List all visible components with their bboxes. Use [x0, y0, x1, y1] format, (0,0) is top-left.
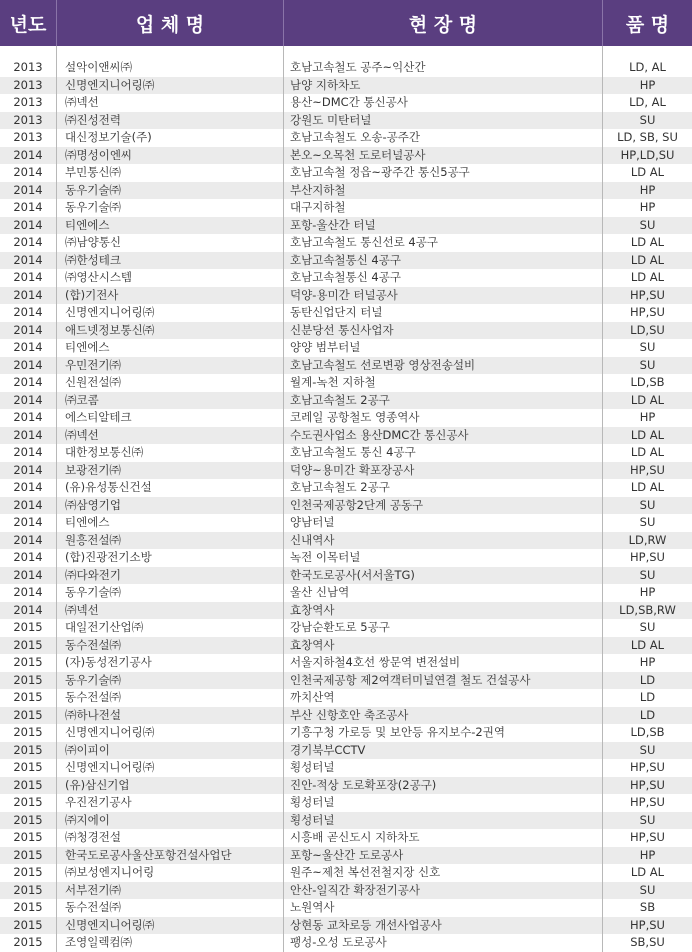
cell-site: 부산 신항호안 축조공사	[284, 707, 603, 725]
cell-product: LD,SB	[630, 725, 665, 739]
table-row	[0, 269, 692, 287]
cell-year: 2015	[0, 794, 57, 812]
cell-company: ㈜영산시스템	[57, 269, 284, 287]
cell-product: LD AL	[630, 235, 665, 249]
cell-year: 2015	[0, 847, 57, 865]
cell-company: 동수전설㈜	[57, 637, 284, 655]
cell-product: LD AL	[630, 427, 665, 442]
cell-site: 수도권사업소 용산DMC간 통신공사	[284, 427, 603, 445]
table-row	[0, 549, 692, 567]
cell-company: 티엔에스	[57, 339, 284, 357]
cell-product: SU	[639, 340, 656, 354]
table-row	[0, 252, 692, 270]
table-row	[0, 304, 692, 322]
table-row	[0, 427, 692, 445]
cell-product: HP	[639, 410, 656, 424]
cell-site: 강남순환도로 5공구	[284, 619, 603, 637]
cell-year: 2014	[0, 514, 57, 532]
cell-site: 횡성터널	[284, 759, 603, 777]
cell-year: 2014	[0, 549, 57, 567]
cell-year: 2013	[0, 112, 57, 130]
cell-product: HP,SU	[630, 462, 665, 477]
cell-company: 설악이앤씨㈜	[57, 59, 284, 77]
table-row	[0, 794, 692, 812]
cell-product: LD AL	[630, 270, 665, 284]
cell-product: SU	[639, 812, 656, 827]
cell-company: (합)진광전기소방	[57, 549, 284, 567]
cell-site: 호남고속철도 2공구	[284, 392, 603, 410]
cell-company: ㈜삼영기업	[57, 497, 284, 515]
cell-site: 호남고속철도 통신선로 4공구	[284, 234, 603, 252]
cell-year: 2014	[0, 164, 57, 182]
cell-site: 노원역사	[284, 899, 603, 917]
cell-site: 본오~오목천 도로터널공사	[284, 147, 603, 165]
cell-product: HP	[639, 77, 656, 92]
table-row	[0, 147, 692, 165]
cell-product: SB,SU	[630, 935, 665, 949]
cell-company: (유)유성통신건설	[57, 479, 284, 497]
cell-company: 신명엔지니어링㈜	[57, 77, 284, 95]
cell-company: ㈜이피이	[57, 742, 284, 760]
cell-company: (자)동성전기공사	[57, 654, 284, 672]
cell-product: LD, AL	[629, 95, 666, 109]
cell-year: 2014	[0, 444, 57, 462]
cell-company: 에스티알테크	[57, 409, 284, 427]
cell-year: 2014	[0, 322, 57, 340]
cell-company: ㈜넥선	[57, 602, 284, 620]
cell-year: 2014	[0, 234, 57, 252]
table-row	[0, 217, 692, 235]
table-row	[0, 882, 692, 900]
cell-product: HP	[639, 585, 656, 599]
table-header	[0, 0, 692, 46]
cell-year: 2014	[0, 374, 57, 392]
cell-company: (유)삼신기업	[57, 777, 284, 795]
cell-product: LD,SU	[630, 322, 665, 337]
cell-year: 2013	[0, 77, 57, 95]
cell-site: 신내역사	[284, 532, 603, 550]
cell-product: SU	[639, 620, 656, 634]
cell-company: (합)기전사	[57, 287, 284, 305]
cell-site: 부산지하철	[284, 182, 603, 200]
cell-site: 인천국제공항2단계 공동구	[284, 497, 603, 515]
cell-product: LD, AL	[629, 60, 666, 74]
table-row	[0, 864, 692, 882]
cell-company: 신명엔지니어링㈜	[57, 304, 284, 322]
table-row	[0, 812, 692, 830]
cell-site: 까치산역	[284, 689, 603, 707]
cell-site: 양남터널	[284, 514, 603, 532]
cell-company: 신명엔지니어링㈜	[57, 917, 284, 935]
cell-company: 티엔에스	[57, 217, 284, 235]
table-row	[0, 899, 692, 917]
cell-company: 티엔에스	[57, 514, 284, 532]
cell-year: 2014	[0, 392, 57, 410]
cell-site: 녹전 이목터널	[284, 549, 603, 567]
cell-company: 동우기술㈜	[57, 199, 284, 217]
cell-site: 포항-울산간 터널	[284, 217, 603, 235]
cell-site: 용산~DMC간 통신공사	[284, 94, 603, 112]
table-row	[0, 287, 692, 305]
cell-site: 호남고속철통신 4공구	[284, 269, 603, 287]
table-row	[0, 199, 692, 217]
table-row	[0, 567, 692, 585]
table-row	[0, 689, 692, 707]
table-row	[0, 602, 692, 620]
cell-company: 애드넷정보통신㈜	[57, 322, 284, 340]
cell-site: 효창역사	[284, 602, 603, 620]
cell-product: LD AL	[630, 445, 665, 459]
cell-product: HP,SU	[630, 795, 665, 809]
cell-product: LD,RW	[628, 532, 667, 547]
cell-product: SU	[639, 217, 656, 232]
cell-product: HP,SU	[630, 287, 665, 302]
cell-site: 코레일 공항철도 영종역사	[284, 409, 603, 427]
header-year: 년도	[0, 0, 57, 46]
table-row	[0, 444, 692, 462]
table-row	[0, 514, 692, 532]
table-row	[0, 234, 692, 252]
cell-year: 2014	[0, 462, 57, 480]
cell-company: 신명엔지니어링㈜	[57, 724, 284, 742]
cell-year: 2014	[0, 479, 57, 497]
cell-year: 2015	[0, 899, 57, 917]
cell-company: 부민통신㈜	[57, 164, 284, 182]
header-company: 업 체 명	[57, 0, 284, 46]
cell-year: 2014	[0, 147, 57, 165]
cell-year: 2014	[0, 182, 57, 200]
cell-company: ㈜보성엔지니어링	[57, 864, 284, 882]
table-row	[0, 182, 692, 200]
cell-product: HP,SU	[630, 760, 665, 774]
cell-year: 2015	[0, 934, 57, 952]
cell-site: 남양 지하차도	[284, 77, 603, 95]
cell-company: 동우기술㈜	[57, 584, 284, 602]
cell-product: HP,SU	[630, 830, 665, 844]
table-row	[0, 672, 692, 690]
table-row	[0, 584, 692, 602]
cell-product: HP,SU	[630, 550, 665, 564]
cell-site: 동탄신업단지 터널	[284, 304, 603, 322]
cell-year: 2013	[0, 94, 57, 112]
cell-product: SB	[639, 900, 656, 914]
cell-year: 2014	[0, 199, 57, 217]
cell-site: 울산 신남역	[284, 584, 603, 602]
cell-product: LD AL	[630, 480, 665, 494]
table-row	[0, 707, 692, 725]
table-row	[0, 339, 692, 357]
cell-product: LD AL	[630, 637, 665, 652]
cell-site: 기흥구청 가로등 및 보안등 유지보수-2권역	[284, 724, 603, 742]
table-row	[0, 654, 692, 672]
cell-company: 원흥전설㈜	[57, 532, 284, 550]
cell-year: 2015	[0, 689, 57, 707]
cell-site: 대구지하철	[284, 199, 603, 217]
cell-product: LD AL	[630, 252, 665, 267]
cell-product: LD,SB	[630, 375, 665, 389]
cell-year: 2014	[0, 532, 57, 550]
cell-site: 호남고속철통신 4공구	[284, 252, 603, 270]
cell-product: LD AL	[630, 392, 665, 407]
cell-product: SU	[639, 567, 656, 582]
cell-year: 2014	[0, 304, 57, 322]
cell-site: 호남고속철도 오송-공주간	[284, 129, 603, 147]
cell-company: ㈜진성전력	[57, 112, 284, 130]
cell-site: 한국도로공사(서서울TG)	[284, 567, 603, 585]
cell-company: 동우기술㈜	[57, 182, 284, 200]
cell-product: HP,SU	[630, 305, 665, 319]
cell-product: LD AL	[630, 865, 665, 879]
cell-year: 2015	[0, 742, 57, 760]
table-row	[0, 462, 692, 480]
cell-site: 호남고속철도 선로변광 영상전송설비	[284, 357, 603, 375]
cell-site: 호남고속철도 2공구	[284, 479, 603, 497]
cell-year: 2014	[0, 497, 57, 515]
table-row	[0, 637, 692, 655]
cell-product: SU	[639, 515, 656, 529]
cell-product: SU	[639, 497, 656, 512]
table-row	[0, 59, 692, 77]
cell-product: LD	[639, 672, 656, 687]
cell-company: 신원전설㈜	[57, 374, 284, 392]
cell-product: LD	[639, 707, 656, 722]
table-row	[0, 357, 692, 375]
table-row	[0, 759, 692, 777]
cell-year: 2015	[0, 917, 57, 935]
cell-site: 경기북부CCTV	[284, 742, 603, 760]
cell-site: 덕양~용미간 확포장공사	[284, 462, 603, 480]
cell-site: 호남고속철도 공주~익산간	[284, 59, 603, 77]
cell-site: 인천국제공항 제2여객터미널연결 철도 건설공사	[284, 672, 603, 690]
table-row	[0, 322, 692, 340]
table-body	[0, 59, 692, 952]
cell-product: LD, SB, SU	[617, 130, 678, 144]
table-row	[0, 497, 692, 515]
cell-company: ㈜넥선	[57, 94, 284, 112]
cell-company: 한국도로공사울산포항건설사업단	[57, 847, 284, 865]
table-row	[0, 847, 692, 865]
cell-product: LD	[639, 690, 656, 704]
cell-site: 횡성터널	[284, 794, 603, 812]
cell-site: 신분당선 통신사업자	[284, 322, 603, 340]
cell-product: HP,SU	[630, 917, 665, 932]
table-row	[0, 724, 692, 742]
table-row	[0, 742, 692, 760]
cell-year: 2015	[0, 707, 57, 725]
table-row	[0, 77, 692, 95]
table-row	[0, 479, 692, 497]
cell-year: 2015	[0, 812, 57, 830]
cell-year: 2015	[0, 724, 57, 742]
cell-company: ㈜청경전설	[57, 829, 284, 847]
table-row	[0, 112, 692, 130]
cell-product: SU	[639, 112, 656, 127]
cell-product: HP,SU	[630, 777, 665, 792]
cell-company: 조영일렉컴㈜	[57, 934, 284, 952]
cell-site: 효창역사	[284, 637, 603, 655]
cell-year: 2014	[0, 217, 57, 235]
table-row	[0, 777, 692, 795]
cell-site: 양양 범부터널	[284, 339, 603, 357]
header-spacer	[0, 46, 692, 59]
cell-company: ㈜명성이엔씨	[57, 147, 284, 165]
cell-site: 강원도 미탄터널	[284, 112, 603, 130]
cell-site: 진안-적상 도로확포장(2공구)	[284, 777, 603, 795]
cell-product: LD,SB,RW	[619, 602, 676, 617]
cell-year: 2015	[0, 637, 57, 655]
cell-year: 2013	[0, 59, 57, 77]
cell-company: ㈜한성테크	[57, 252, 284, 270]
cell-year: 2015	[0, 672, 57, 690]
cell-year: 2014	[0, 427, 57, 445]
table-row	[0, 392, 692, 410]
table-row	[0, 409, 692, 427]
cell-site: 안산-일직간 확장전기공사	[284, 882, 603, 900]
cell-product: LD AL	[630, 165, 665, 179]
cell-site: 서울지하철4호선 쌍문역 변전설비	[284, 654, 603, 672]
cell-site: 상현동 교차로등 개선사업공사	[284, 917, 603, 935]
cell-year: 2014	[0, 584, 57, 602]
cell-product: HP	[639, 655, 656, 669]
cell-site: 포항~울산간 도로공사	[284, 847, 603, 865]
cell-site: 시흥배 곧신도시 지하차도	[284, 829, 603, 847]
cell-site: 월계-녹천 지하철	[284, 374, 603, 392]
cell-year: 2014	[0, 357, 57, 375]
cell-year: 2014	[0, 287, 57, 305]
cell-site: 팽성-오성 도로공사	[284, 934, 603, 952]
cell-year: 2014	[0, 409, 57, 427]
cell-year: 2013	[0, 129, 57, 147]
table-row	[0, 829, 692, 847]
cell-company: 서부전기㈜	[57, 882, 284, 900]
cell-year: 2015	[0, 882, 57, 900]
cell-company: ㈜코콤	[57, 392, 284, 410]
header-site: 현 장 명	[284, 0, 603, 46]
cell-company: ㈜넥선	[57, 427, 284, 445]
cell-year: 2015	[0, 759, 57, 777]
cell-year: 2015	[0, 777, 57, 795]
cell-product: HP,LD,SU	[620, 147, 675, 162]
table-row	[0, 374, 692, 392]
cell-product: HP	[639, 182, 656, 197]
cell-company: 대일전기산업㈜	[57, 619, 284, 637]
cell-product: SU	[639, 742, 656, 757]
cell-site: 호남고속철도 통신 4공구	[284, 444, 603, 462]
cell-year: 2015	[0, 654, 57, 672]
cell-company: 대신정보기술(주)	[57, 129, 284, 147]
cell-year: 2015	[0, 864, 57, 882]
cell-year: 2014	[0, 602, 57, 620]
table-row	[0, 532, 692, 550]
table-row	[0, 917, 692, 935]
cell-company: 보광전기㈜	[57, 462, 284, 480]
cell-site: 호남고속철 정읍~광주간 통신5공구	[284, 164, 603, 182]
table-row	[0, 164, 692, 182]
table-row	[0, 934, 692, 952]
table-row	[0, 94, 692, 112]
cell-company: ㈜다와전기	[57, 567, 284, 585]
header-product: 품 명	[625, 13, 670, 36]
cell-company: 동수전설㈜	[57, 899, 284, 917]
cell-company: 동우기술㈜	[57, 672, 284, 690]
cell-product: SU	[639, 357, 656, 372]
cell-company: 동수전설㈜	[57, 689, 284, 707]
cell-site: 횡성터널	[284, 812, 603, 830]
cell-product: SU	[639, 882, 656, 897]
cell-site: 덕양-용미간 터널공사	[284, 287, 603, 305]
cell-year: 2014	[0, 269, 57, 287]
cell-company: 대한정보통신㈜	[57, 444, 284, 462]
cell-site: 원주~제천 복선전철지장 신호	[284, 864, 603, 882]
cell-product: HP	[639, 847, 656, 862]
cell-year: 2014	[0, 567, 57, 585]
cell-year: 2015	[0, 619, 57, 637]
table-row	[0, 619, 692, 637]
cell-company: 신명엔지니어링㈜	[57, 759, 284, 777]
cell-company: ㈜남양통신	[57, 234, 284, 252]
cell-year: 2014	[0, 252, 57, 270]
cell-product: HP	[639, 200, 656, 214]
cell-company: 우민전기㈜	[57, 357, 284, 375]
cell-company: ㈜지에이	[57, 812, 284, 830]
cell-company: 우진전기공사	[57, 794, 284, 812]
cell-year: 2014	[0, 339, 57, 357]
table-row	[0, 129, 692, 147]
cell-year: 2015	[0, 829, 57, 847]
cell-company: ㈜하나전설	[57, 707, 284, 725]
